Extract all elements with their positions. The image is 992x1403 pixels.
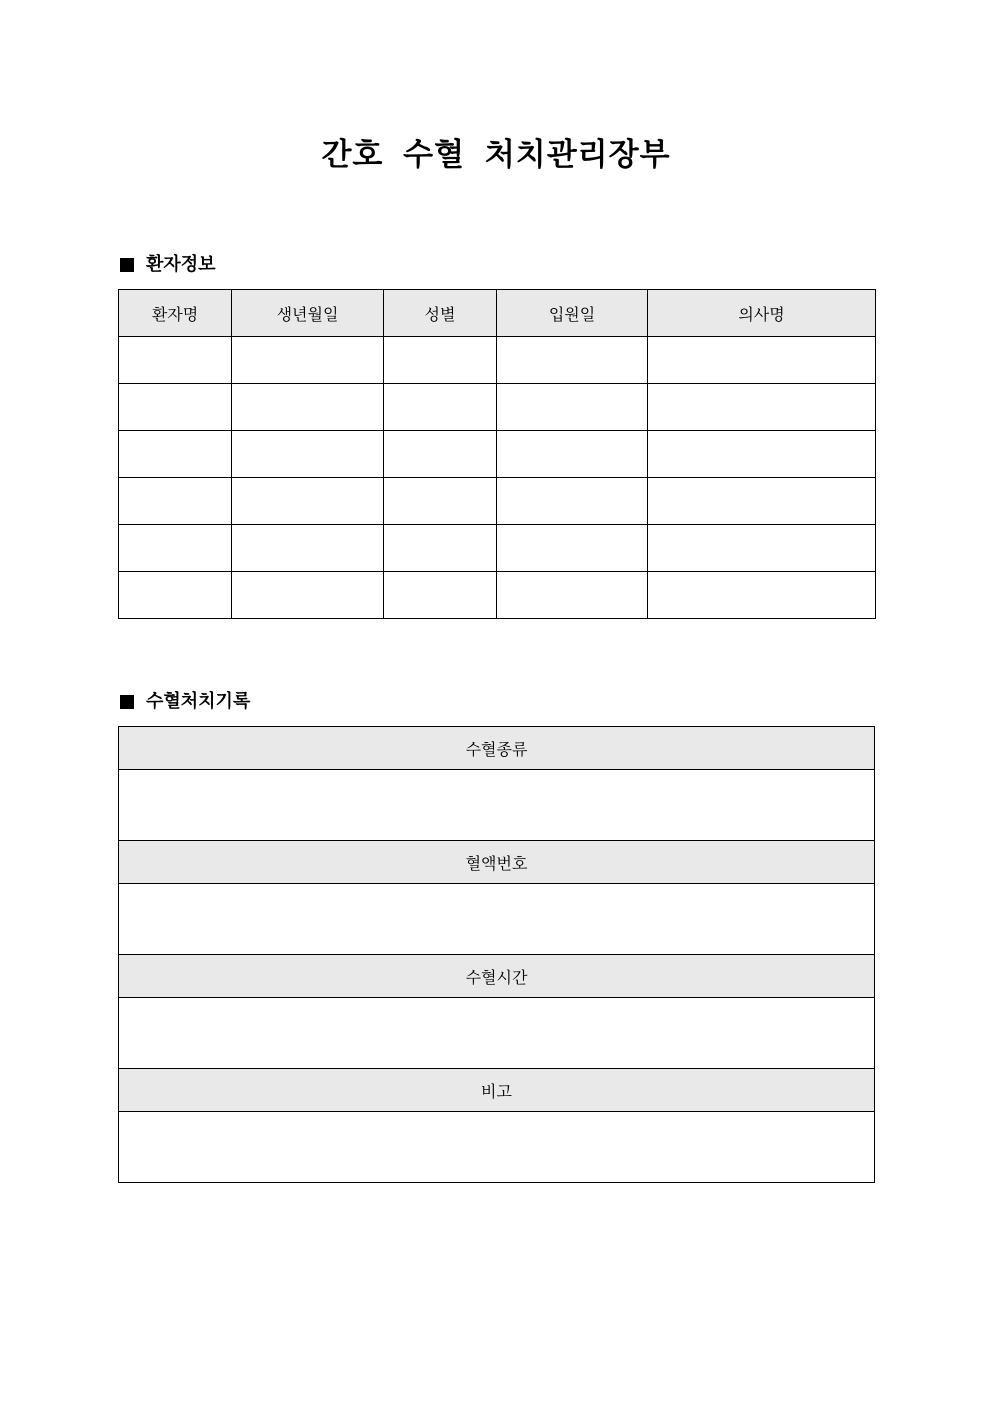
field-value-row	[119, 770, 875, 841]
column-header-doctor-name: 의사명	[648, 290, 876, 337]
transfusion-type-label: 수혈종류	[119, 727, 875, 770]
field-value-row	[119, 998, 875, 1069]
column-header-patient-name: 환자명	[119, 290, 232, 337]
gender-cell[interactable]	[384, 431, 497, 478]
gender-cell[interactable]	[384, 478, 497, 525]
gender-cell[interactable]	[384, 337, 497, 384]
table-row	[119, 525, 876, 572]
doctor-name-cell[interactable]	[648, 572, 876, 619]
blood-number-label: 혈액번호	[119, 841, 875, 884]
patient-name-cell[interactable]	[119, 525, 232, 572]
transfusion-type-field[interactable]	[119, 770, 875, 841]
table-row	[119, 431, 876, 478]
column-header-gender: 성별	[384, 290, 497, 337]
admission-date-cell[interactable]	[497, 431, 648, 478]
field-value-row	[119, 1112, 875, 1183]
column-header-admission-date: 입원일	[497, 290, 648, 337]
admission-date-cell[interactable]	[497, 478, 648, 525]
transfusion-record-table	[118, 726, 875, 1183]
table-row	[119, 384, 876, 431]
patient-info-heading-label: 환자정보	[146, 254, 216, 275]
birth-date-cell[interactable]	[232, 384, 384, 431]
patient-name-cell[interactable]	[119, 478, 232, 525]
admission-date-cell[interactable]	[497, 384, 648, 431]
remarks-label: 비고	[119, 1069, 875, 1112]
field-label-row	[119, 955, 875, 998]
transfusion-record-heading-label: 수혈처치기록	[146, 691, 251, 712]
birth-date-cell[interactable]	[232, 337, 384, 384]
patient-info-table	[118, 289, 876, 619]
doctor-name-cell[interactable]	[648, 337, 876, 384]
patient-info-header-row	[119, 290, 876, 337]
gender-cell[interactable]	[384, 525, 497, 572]
patient-name-cell[interactable]	[119, 572, 232, 619]
field-label-row	[119, 727, 875, 770]
doctor-name-cell[interactable]	[648, 384, 876, 431]
black-square-icon	[120, 695, 134, 709]
doctor-name-cell[interactable]	[648, 525, 876, 572]
patient-name-cell[interactable]	[119, 431, 232, 478]
table-row	[119, 337, 876, 384]
field-label-row	[119, 841, 875, 884]
gender-cell[interactable]	[384, 384, 497, 431]
patient-info-heading	[118, 253, 216, 277]
doctor-name-cell[interactable]	[648, 431, 876, 478]
admission-date-cell[interactable]	[497, 337, 648, 384]
birth-date-cell[interactable]	[232, 478, 384, 525]
table-row	[119, 478, 876, 525]
patient-name-cell[interactable]	[119, 384, 232, 431]
doctor-name-cell[interactable]	[648, 478, 876, 525]
table-row	[119, 572, 876, 619]
column-header-birth-date: 생년월일	[232, 290, 384, 337]
birth-date-cell[interactable]	[232, 525, 384, 572]
transfusion-record-heading	[118, 690, 250, 714]
transfusion-time-field[interactable]	[119, 998, 875, 1069]
field-label-row	[119, 1069, 875, 1112]
document-title: 간호 수혈 처치관리장부	[321, 137, 671, 173]
transfusion-time-label: 수혈시간	[119, 955, 875, 998]
black-square-icon	[120, 258, 134, 272]
admission-date-cell[interactable]	[497, 572, 648, 619]
admission-date-cell[interactable]	[497, 525, 648, 572]
field-value-row	[119, 884, 875, 955]
patient-name-cell[interactable]	[119, 337, 232, 384]
birth-date-cell[interactable]	[232, 431, 384, 478]
gender-cell[interactable]	[384, 572, 497, 619]
birth-date-cell[interactable]	[232, 572, 384, 619]
remarks-field[interactable]	[119, 1112, 875, 1183]
blood-number-field[interactable]	[119, 884, 875, 955]
